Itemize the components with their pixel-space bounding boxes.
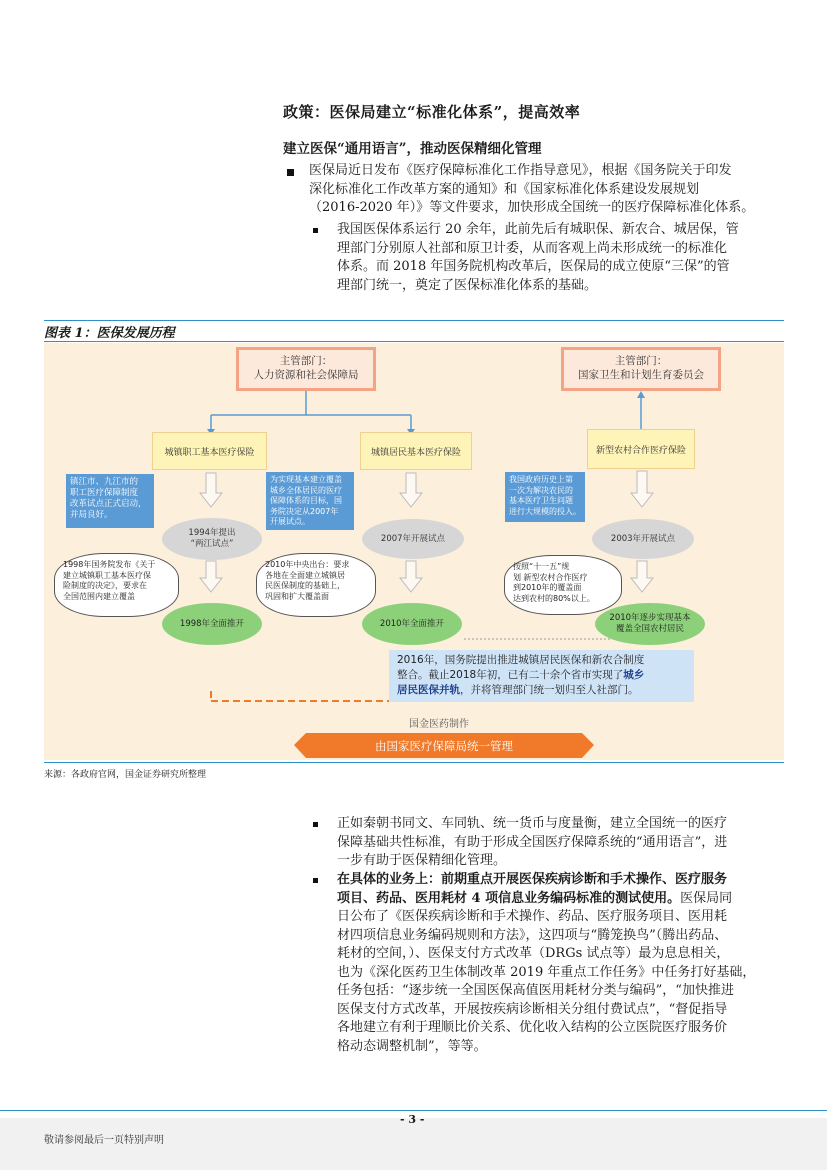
figure-top-rule <box>44 320 784 321</box>
cloud-2010-central: 2010年中央出台：要求 各地在全面建立城镇居 民医保制度的基础上， 巩固和扩大覆盖面 <box>256 553 376 617</box>
paragraph-1: 医保局近日发布《医疗保障标准化工作指导意见》，根据《国务院关于印发 深化标准化工作改革方案的通知》和《国家标准化体系建设发展规划 （2016-2020 年）》等文件要求，加快形成全国统一的医疗保障标准化体系。 <box>309 163 755 215</box>
subsection-heading: 建立医保“通用语言”，推动医保精细化管理 <box>283 141 542 157</box>
milestone-2007: 2007年开展试点 <box>362 519 464 559</box>
milestone-2010-rollout: 2010年全面推开 <box>362 603 462 645</box>
milestone-1998-rollout: 1998年全面推开 <box>162 603 262 645</box>
box-2016-integration: 2016年，国务院提出推进城镇居民医保和新农合制度 整合。截止2018年初，已有二十余个省市实现了城乡 居民医保并轨，并将管理部门统一划归至人社部门。 <box>389 650 694 702</box>
page-number: - 3 - <box>400 1113 425 1126</box>
paragraph-4: 在具体的业务上：前期重点开展医保疾病诊断和手术操作、医疗服务 项目、药品、医用耗材 4 项信息业务编码标准的测试使用。医保局同 日公布了《医保疾病诊断和手术操作、药品、医疗服务项目、医用耗 材四项信息业务编码规则和方法》，这四项与“腾笼换鸟”（腾出药品、 耗材的空间，）、医保支付方式改革（DRGs 试点等）最为息息相关， 也为《深化医药卫生体制改革 2019 年重点工作任务》中任务打好基础， 任务包括：“逐步统一全国医保高值医用耗材分类与编码”，“加快推进 医保支付方式改革，开展按疾病诊断相关分组付费试点”，“督促指导 各地建立有利于理顺比价关系、优化收入结构的公立医院医疗服务价 格动态调整机制”，等等。 <box>337 872 756 1054</box>
watermark-label: 国金医药制作 <box>409 719 469 730</box>
paragraph-2: 我国医保体系运行 20 余年，此前先后有城职保、新农合、城居保，管 理部门分别原人社部和原卫计委，从而客观上尚未形成统一的标准化 体系。而 2018 年国务院机构改革后，医保局的成立使原“三保”的管 理部门统一，奠定了医保标准化体系的基础。 <box>337 222 739 293</box>
cloud-11th-five-year: 按照“十一五”规 划 新型农村合作医疗 到2010年的覆盖面 达到农村的80%以上。 <box>504 555 622 615</box>
figure-source: 来源：各政府官网，国金证券研究所整理 <box>44 770 207 780</box>
insurance-urban-resident: 城镇居民基本医疗保险 <box>360 432 472 470</box>
bullet-square <box>287 169 294 176</box>
bullet-small <box>313 822 318 827</box>
figure-bottom-rule <box>44 762 784 763</box>
dept-box-hr: 主管部门： 人力资源和社会保障局 <box>236 347 376 391</box>
note-2007-pilot: 为实现基本建立覆盖 城乡全体居民的医疗 保障体系的目标，国 务院决定从2007年 开展试点。 <box>266 472 354 530</box>
note-rural-investment: 我国政府历史上第 一次为解决农民的 基本医疗卫生问题 进行大规模的投入。 <box>505 472 585 522</box>
note-two-river-pilot: 镇江市、九江市的 职工医疗保障制度 改革试点正式启动， 并局良好。 <box>66 474 154 528</box>
milestone-2003: 2003年开展试点 <box>592 519 694 559</box>
bullet-small <box>313 878 318 883</box>
footer-disclaimer: 敬请参阅最后一页特别声明 <box>44 1135 164 1146</box>
insurance-urban-employee: 城镇职工基本医疗保险 <box>152 432 267 470</box>
figure-title-rule <box>44 341 784 342</box>
paragraph-3: 正如秦朝书同文、车同轨、统一货币与度量衡，建立全国统一的医疗 保障基础共性标准，有助于形成全国医疗保障系统的“通用语言”，进 一步有助于医保精细化管理。 <box>337 816 728 868</box>
milestone-1994: 1994年提出 “两江试点” <box>162 518 262 560</box>
figure-title: 图表 1：医保发展历程 <box>44 326 175 341</box>
insurance-rural-coop: 新型农村合作医疗保险 <box>587 429 695 469</box>
unified-management-banner: 由国家医疗保障局统一管理 <box>375 739 513 753</box>
footer-rule <box>0 1110 827 1111</box>
figure-diagram <box>44 343 784 760</box>
milestone-2010-rural: 2010年逐步实现基本 覆盖全国农村居民 <box>595 603 705 645</box>
dept-box-health: 主管部门： 国家卫生和计划生育委员会 <box>561 347 721 391</box>
cloud-1998-decision: 1998年国务院发布《关于 建立城镇职工基本医疗保 险制度的决定》，要求在 全国范围内建立覆盖 <box>54 553 179 617</box>
section-heading: 政策：医保局建立“标准化体系”，提高效率 <box>283 103 581 121</box>
bullet-small <box>313 228 318 233</box>
